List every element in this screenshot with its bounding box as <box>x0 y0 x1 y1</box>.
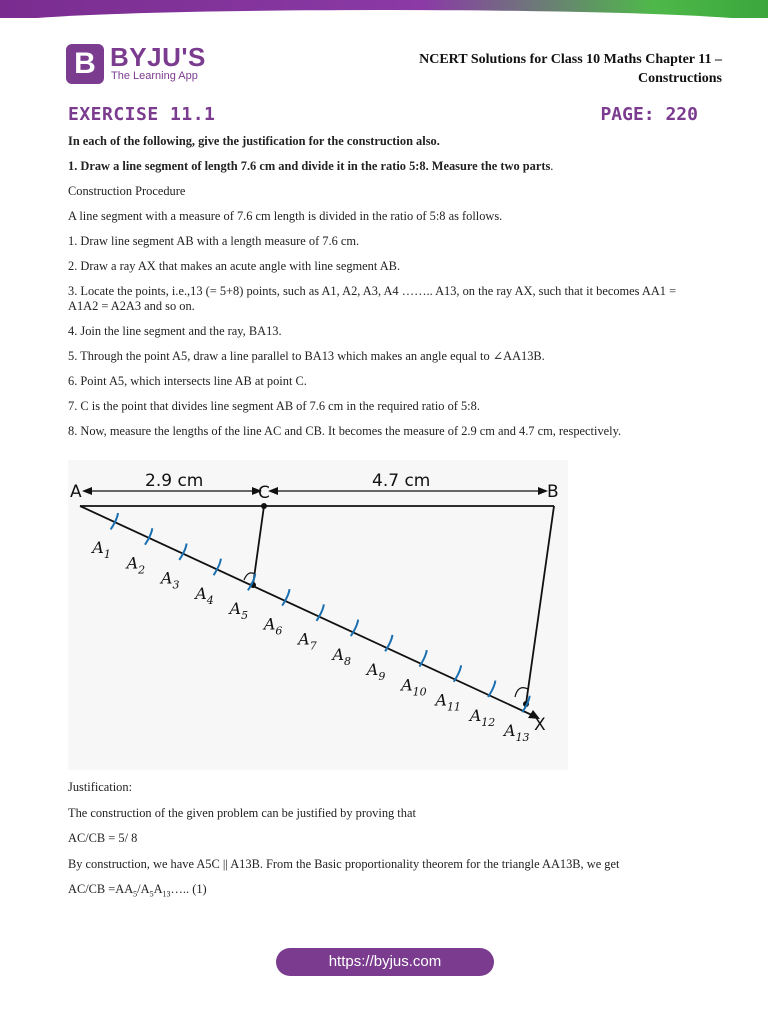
point-label-a3: $A_3$ <box>160 568 180 592</box>
step-5: 5. Through the point A5, draw a line parallel to BA13 which makes an angle equal to ∠AA13B. <box>68 349 545 363</box>
intro-text: In each of the following, give the justification for the construction also. <box>68 134 440 148</box>
eq-sub-2: 5 <box>149 889 154 899</box>
point-label-a4: $A_4$ <box>195 583 214 607</box>
point-label-a13: $A_{13}$ <box>504 721 530 744</box>
point-label-a2: $A_2$ <box>126 553 146 577</box>
point-c <box>261 503 267 509</box>
point-label-a8: $A_8$ <box>332 644 352 668</box>
logo-mark: B <box>66 44 104 84</box>
ac-length-label: 2.9 cm <box>145 471 204 491</box>
question-text: 1. Draw a line segment of length 7.6 cm and divide it in the ratio 5:8. Measure the two parts <box>68 159 551 173</box>
step-6: 6. Point A5, which intersects line AB at point C. <box>68 374 307 388</box>
main-content <box>68 134 708 449</box>
point-label-a7: $A_7$ <box>298 629 317 653</box>
byjus-link-button[interactable]: https://byjus.com <box>276 948 494 976</box>
point-label-a5: $A_5$ <box>229 599 249 623</box>
eq-suffix: ….. (1) <box>170 882 207 896</box>
procedure-title: Construction Procedure <box>68 184 186 198</box>
label-x: X <box>534 715 546 735</box>
justification-line-3: By construction, we have A5C || A13B. From the Basic proportionality theorem for the triangle AA13B, we get <box>68 856 620 871</box>
procedure-intro: A line segment with a measure of 7.6 cm length is divided in the ratio of 5:8 as follows. <box>68 209 503 223</box>
eq-mid-2: A <box>153 882 163 896</box>
cb-length-label: 4.7 cm <box>372 471 431 491</box>
title-line-1: NCERT Solutions for Class 10 Maths Chapter 11 – <box>419 52 722 67</box>
eq-mid: /A <box>137 882 150 896</box>
point-label-a1: $A_1$ <box>92 538 111 562</box>
document-title <box>419 50 722 88</box>
point-label-a10: $A_{10}$ <box>401 675 427 699</box>
step-2: 2. Draw a ray AX that makes an acute angle with line segment AB. <box>68 259 401 273</box>
justification-line-2: AC/CB = 5/ 8 <box>68 831 138 845</box>
exercise-label: EXERCISE 11.1 <box>68 104 216 125</box>
label-b: B <box>547 482 559 502</box>
eq-prefix: AC/CB =AA <box>68 882 134 896</box>
justification-line-1: The construction of the given problem can be justified by proving that <box>68 805 416 820</box>
logo-name: BYJU'S <box>110 42 206 72</box>
eq-sub-1: 5 <box>133 889 138 899</box>
question <box>68 159 708 174</box>
step-8: 8. Now, measure the lengths of the line AC and CB. It becomes the measure of 2.9 cm and 4.7 cm, respectively. <box>68 424 622 438</box>
justification-section <box>68 780 708 912</box>
page-number: PAGE: 220 <box>600 104 698 125</box>
point-label-a11: $A_{11}$ <box>435 690 461 714</box>
step-4: 4. Join the line segment and the ray, BA13. <box>68 324 282 338</box>
construction-diagram <box>68 460 568 770</box>
label-a: A <box>70 482 82 502</box>
point-label-a12: $A_{12}$ <box>469 705 496 729</box>
step-3: 3. Locate the points, i.e.,13 (= 5+8) points, such as A1, A2, A3, A4 …….. A13, on the ray AX, such that it becomes AA1 = A1A2 = A2A3 and so on. <box>68 284 677 313</box>
step-1: 1. Draw line segment AB with a length measure of 7.6 cm. <box>68 234 360 248</box>
justification-line-4 <box>68 882 708 901</box>
point-label-a6: $A_6$ <box>263 614 283 638</box>
logo-tagline: The Learning App <box>111 70 198 82</box>
title-line-2: Constructions <box>637 71 722 86</box>
eq-sub-3: 13 <box>162 889 171 899</box>
label-c: C <box>258 483 270 503</box>
point-label-a9: $A_9$ <box>366 660 386 684</box>
byjus-logo[interactable] <box>66 44 226 88</box>
step-7: 7. C is the point that divides line segment AB of 7.6 cm in the required ratio of 5:8. <box>68 399 480 413</box>
justification-title: Justification: <box>68 780 133 794</box>
question-end: . <box>550 159 554 173</box>
